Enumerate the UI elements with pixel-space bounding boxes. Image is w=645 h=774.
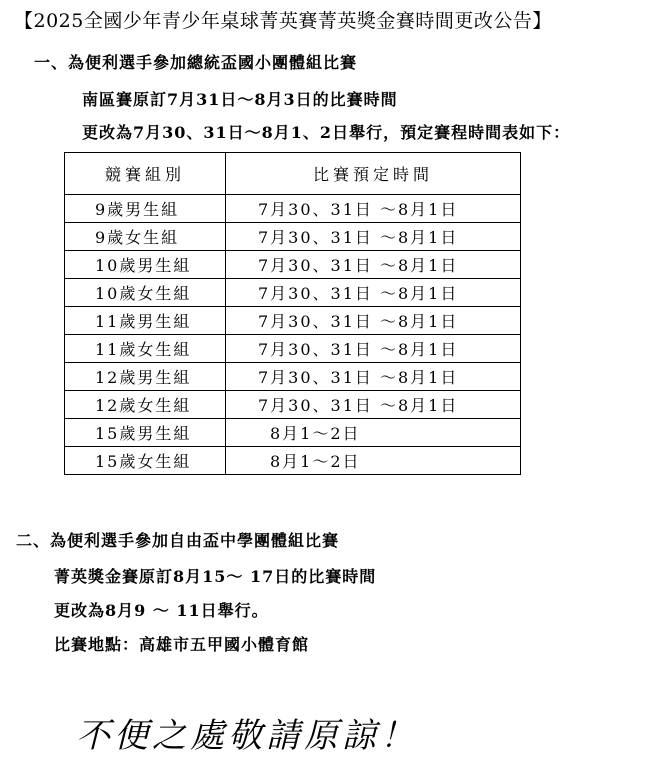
table-row xyxy=(65,363,521,391)
time-cell: 8月1〜2日 xyxy=(226,419,521,447)
time-cell: 7月30、31日 〜8月1日 xyxy=(226,307,521,335)
apology-text: 不便之處敬請原諒！ xyxy=(76,716,418,756)
announcement-title: 【2025全國少年青少年桌球菁英賽菁英獎金賽時間更改公告】 xyxy=(14,10,552,32)
section1-heading: 一、為便利選手參加總統盃國小團體組比賽 xyxy=(34,53,358,72)
group-cell: 10歲女生組 xyxy=(65,279,226,307)
table-row xyxy=(65,279,521,307)
group-cell: 9歲女生組 xyxy=(65,223,226,251)
header-time: 比賽預定時間 xyxy=(226,153,521,195)
time-cell: 7月30、31日 〜8月1日 xyxy=(226,335,521,363)
table-header-row xyxy=(65,153,521,195)
section2-heading: 二、為便利選手參加自由盃中學團體組比賽 xyxy=(16,531,340,550)
time-cell: 8月1〜2日 xyxy=(226,447,521,475)
group-cell: 15歲女生組 xyxy=(65,447,226,475)
group-cell: 9歲男生組 xyxy=(65,195,226,223)
time-cell: 7月30、31日 〜8月1日 xyxy=(226,195,521,223)
table-row xyxy=(65,447,521,475)
time-cell: 7月30、31日 〜8月1日 xyxy=(226,279,521,307)
section2-changed-schedule: 更改為8月9 〜 11日舉行。 xyxy=(54,601,269,620)
time-cell: 7月30、31日 〜8月1日 xyxy=(226,251,521,279)
section1-original-schedule: 南區賽原訂7月31日〜8月3日的比賽時間 xyxy=(82,90,398,109)
table-row xyxy=(65,251,521,279)
group-cell: 11歲男生組 xyxy=(65,307,226,335)
section2-venue: 比賽地點：高雄市五甲國小體育館 xyxy=(54,635,310,654)
header-group: 競賽組別 xyxy=(65,153,226,195)
time-cell: 7月30、31日 〜8月1日 xyxy=(226,363,521,391)
group-cell: 12歲男生組 xyxy=(65,363,226,391)
time-cell: 7月30、31日 〜8月1日 xyxy=(226,223,521,251)
table-row xyxy=(65,391,521,419)
time-cell: 7月30、31日 〜8月1日 xyxy=(226,391,521,419)
table-row xyxy=(65,223,521,251)
schedule-table xyxy=(64,152,521,475)
group-cell: 10歲男生組 xyxy=(65,251,226,279)
section1-changed-schedule: 更改為7月30、31日〜8月1、2日舉行，預定賽程時間表如下： xyxy=(82,123,571,142)
group-cell: 12歲女生組 xyxy=(65,391,226,419)
group-cell: 11歲女生組 xyxy=(65,335,226,363)
table-row xyxy=(65,195,521,223)
group-cell: 15歲男生組 xyxy=(65,419,226,447)
table-row xyxy=(65,335,521,363)
table-row xyxy=(65,307,521,335)
table-row xyxy=(65,419,521,447)
section2-original-schedule: 菁英獎金賽原訂8月15〜 17日的比賽時間 xyxy=(54,567,377,586)
